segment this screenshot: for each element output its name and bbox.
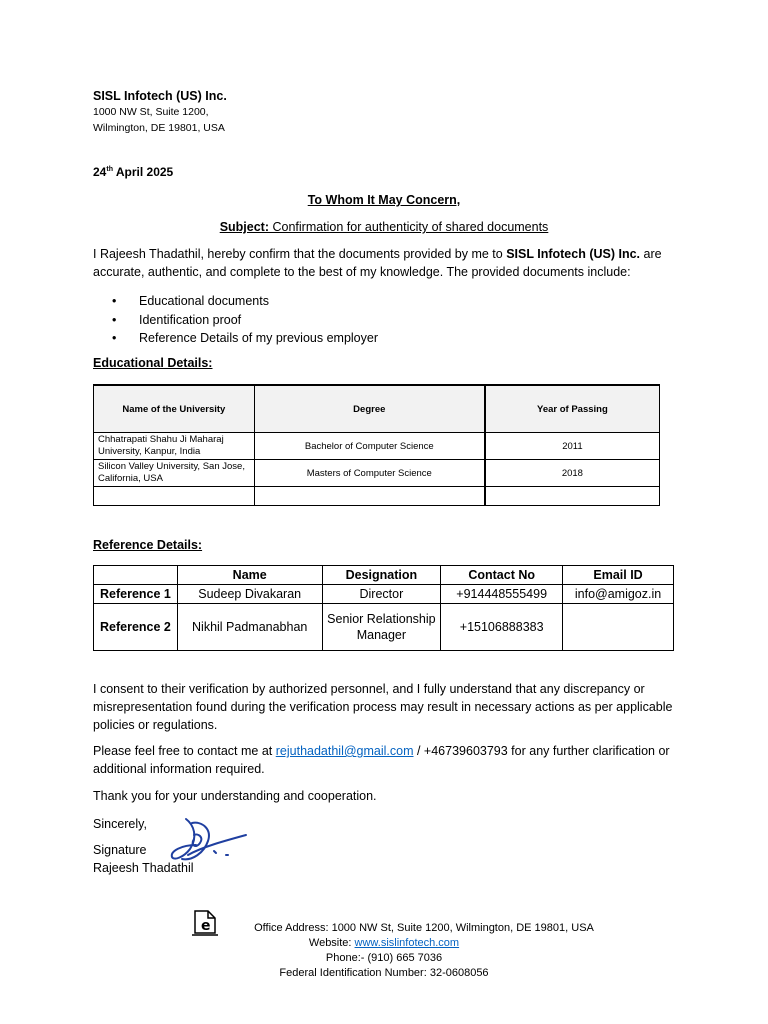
table-row bbox=[94, 433, 660, 460]
table-cell bbox=[563, 604, 674, 651]
footer-office-address: Office Address: 1000 NW St, Suite 1200, Wilmington, DE 19801, USA bbox=[254, 922, 594, 934]
column-header bbox=[94, 566, 178, 585]
table-cell: Director bbox=[322, 585, 441, 604]
closing: Sincerely, bbox=[93, 817, 147, 831]
table-row bbox=[94, 585, 674, 604]
company-block bbox=[93, 88, 227, 136]
salutation-heading: To Whom It May Concern, bbox=[307, 193, 461, 207]
footer-phone: Phone:- (910) 665 7036 bbox=[325, 952, 443, 964]
row-header: Reference 1 bbox=[94, 585, 178, 604]
letter-date bbox=[93, 165, 173, 179]
subject-label: Subject: bbox=[219, 220, 269, 234]
subject-line bbox=[0, 220, 768, 234]
intro-company: SISL Infotech (US) Inc. bbox=[506, 247, 641, 261]
table-cell: info@amigoz.in bbox=[563, 585, 674, 604]
contact-paragraph bbox=[93, 742, 683, 778]
column-header: Email ID bbox=[563, 566, 674, 585]
list-item: • Identification proof bbox=[112, 311, 378, 330]
table-header-row bbox=[94, 566, 674, 585]
table-cell: +15106888383 bbox=[441, 604, 563, 651]
table-cell: Chhatrapati Shahu Ji Maharaj University, Kanpur, India bbox=[94, 433, 255, 460]
company-address-line1: 1000 NW St, Suite 1200, bbox=[93, 106, 209, 118]
column-header: Name of the University bbox=[94, 385, 255, 433]
column-header: Name bbox=[177, 566, 322, 585]
contact-part2: / +46739603793 for any further clarification or additional information required. bbox=[93, 744, 670, 776]
table-row bbox=[94, 460, 660, 487]
table-cell: Bachelor of Computer Science bbox=[254, 433, 485, 460]
consent-paragraph: I consent to their verification by authorized personnel, and I fully understand that any discrepancy or misrepresentation found during the verification process may result in necessary actions as per applicable policies or regulations. bbox=[93, 682, 673, 732]
signer-name: Rajeesh Thadathil bbox=[93, 861, 194, 875]
list-item: • Reference Details of my previous employer bbox=[112, 329, 378, 348]
education-section-title: Educational Details: bbox=[93, 356, 213, 370]
footer-website-line bbox=[0, 936, 768, 951]
table-row-empty bbox=[94, 487, 660, 506]
table-cell: Sudeep Divakaran bbox=[177, 585, 322, 604]
date-rest: April 2025 bbox=[112, 165, 174, 179]
footer-website-label: Website: bbox=[308, 937, 355, 949]
table-cell bbox=[94, 487, 255, 506]
column-header: Degree bbox=[254, 385, 485, 433]
education-table bbox=[93, 384, 660, 506]
intro-part1: I Rajeesh Thadathil, hereby confirm that the documents provided by me to bbox=[93, 247, 507, 261]
table-cell: Masters of Computer Science bbox=[254, 460, 485, 487]
footer-fein: Federal Identification Number: 32-0608056 bbox=[279, 967, 489, 979]
documents-list bbox=[112, 292, 378, 348]
column-header: Designation bbox=[322, 566, 441, 585]
table-cell bbox=[254, 487, 485, 506]
website-link[interactable]: www.sislinfotech.com bbox=[354, 937, 460, 949]
table-cell: 2018 bbox=[485, 460, 660, 487]
column-header: Year of Passing bbox=[485, 385, 660, 433]
table-cell: 2011 bbox=[485, 433, 660, 460]
table-cell: Silicon Valley University, San Jose, California, USA bbox=[94, 460, 255, 487]
reference-section-title: Reference Details: bbox=[93, 538, 203, 552]
date-suffix: th bbox=[106, 166, 113, 173]
email-link[interactable]: rejuthadathil@gmail.com bbox=[275, 744, 414, 758]
contact-part1: Please feel free to contact me at bbox=[93, 744, 276, 758]
signature-label: Signature bbox=[93, 843, 147, 857]
handwritten-signature bbox=[168, 815, 250, 871]
subject-text: Confirmation for authenticity of shared documents bbox=[269, 220, 549, 234]
column-header: Contact No bbox=[441, 566, 563, 585]
date-day: 24 bbox=[93, 165, 107, 179]
svg-text:e: e bbox=[201, 918, 211, 934]
table-header-row bbox=[94, 385, 660, 433]
list-item: • Educational documents bbox=[112, 292, 378, 311]
row-header: Reference 2 bbox=[94, 604, 178, 651]
table-cell: Nikhil Padmanabhan bbox=[177, 604, 322, 651]
thanks-paragraph: Thank you for your understanding and cooperation. bbox=[93, 789, 377, 803]
table-cell: Senior Relationship Manager bbox=[322, 604, 441, 651]
table-cell: +914448555499 bbox=[441, 585, 563, 604]
intro-paragraph bbox=[93, 245, 683, 281]
company-address-line2: Wilmington, DE 19801, USA bbox=[93, 122, 225, 134]
intro-part2: are accurate, authentic, and complete to the best of my knowledge. The provided documents include: bbox=[93, 247, 662, 279]
table-cell bbox=[485, 487, 660, 506]
table-row bbox=[94, 604, 674, 651]
reference-table bbox=[93, 565, 674, 651]
company-name: SISL Infotech (US) Inc. bbox=[93, 89, 227, 103]
